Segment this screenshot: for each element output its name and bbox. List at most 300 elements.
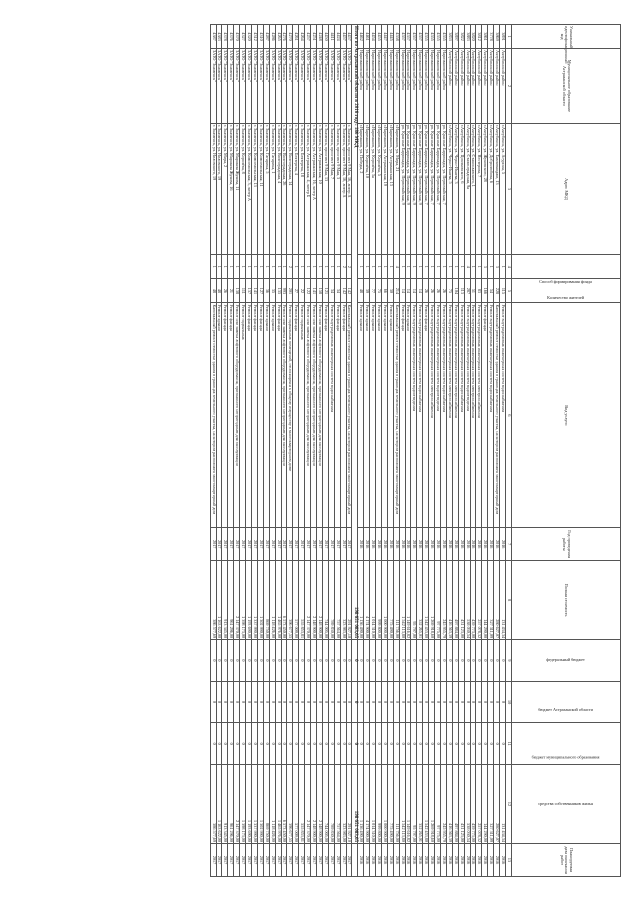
cell-federal: 0: [411, 640, 417, 682]
cell-owners: 538 030,54: [464, 765, 470, 844]
cell-apartments: 21: [228, 279, 234, 303]
cell-full-cost: 4 174 900,00: [364, 561, 370, 640]
cell-apartments: 166: [482, 279, 488, 303]
cell-local: 0: [399, 723, 405, 765]
cell-full-cost: 431 123,00: [458, 561, 464, 640]
table-row: [470, 25, 476, 877]
cell-method: 1: [216, 255, 222, 279]
cell-owners: 1 193 690,00: [246, 765, 252, 844]
table-row: [346, 25, 352, 877]
cell-full-cost: 97 775,00: [435, 561, 441, 640]
cell-planned-year: 2016: [470, 843, 476, 876]
cell-federal: 0: [405, 640, 411, 682]
cell-federal: 0: [482, 640, 488, 682]
cell-work: Ремонт крыши: [358, 303, 364, 528]
cell-apartments: 48: [216, 279, 222, 303]
cell-regional: 0: [364, 681, 370, 723]
cell-code: 4276: [281, 25, 287, 49]
cell-local: 0: [381, 723, 387, 765]
cell-local: 0: [222, 723, 228, 765]
cell-year: 2016: [393, 528, 399, 561]
table-row: [299, 25, 305, 877]
cell-owners: 2 148 900,00: [317, 765, 323, 844]
cell-regional: 0: [334, 681, 340, 723]
cell-local: 0: [494, 723, 500, 765]
cell-full-cost: 1 337 990,00: [252, 561, 258, 640]
cell-apartments: 104: [452, 279, 458, 303]
cell-work: Капитальный ремонт отмостки здания в границах земельного участка, на котором расположен многоквартирный дом: [393, 303, 399, 528]
cell-planned-year: 2017: [299, 843, 305, 876]
cell-regional: 0: [275, 681, 281, 723]
cell-work: Ремонт или замена лифтового оборудования, признанного непригодным для эксплуатации: [281, 303, 287, 528]
table-row: [500, 25, 506, 877]
cell-apartments: 26: [423, 279, 429, 303]
cell-municipality: Наримановский район: [399, 49, 405, 124]
cell-municipality: Наримановский район: [423, 49, 429, 124]
cell-federal: 0: [381, 640, 387, 682]
cell-work: Ремонт внутридомовых инженерных систем водоснабжения: [500, 303, 506, 528]
cell-owners: 97 775,00: [435, 765, 441, 844]
cell-municipality: Наримановский район: [370, 49, 376, 124]
cell-apartments: 34: [328, 279, 334, 303]
cell-method: 1: [476, 255, 482, 279]
cell-municipality: ЗАТО "Знаменск": [263, 49, 269, 124]
cell-full-cost: 1 136 490,00: [358, 561, 364, 640]
cell-code: 4557: [405, 25, 411, 49]
cell-owners: 245 955,79: [441, 765, 447, 844]
cell-code: 4557: [411, 25, 417, 49]
column-number: 11: [506, 723, 512, 765]
header-full-cost: Полная стоимость: [512, 561, 621, 640]
cell-apartments: 115: [500, 279, 506, 303]
cell-method: 1: [299, 255, 305, 279]
cell-year: 2016: [470, 528, 476, 561]
cell-local: 0: [346, 723, 352, 765]
cell-year: 2016: [411, 528, 417, 561]
cell-code: 4270: [287, 25, 293, 49]
cell-method: 1: [446, 255, 452, 279]
cell-planned-year: 2016: [500, 843, 506, 876]
cell-address: г.Нариманов, ул. Королёва, 10: [364, 123, 370, 255]
cell-owners: 1 398 173,00: [240, 765, 246, 844]
cell-owners: 2 147 370,00: [234, 765, 240, 844]
cell-full-cost: 95 797,00: [411, 561, 417, 640]
cell-local: 0: [482, 723, 488, 765]
cell-address: г. Знаменск, ул. Астраханская, 4, литер Б: [305, 123, 311, 255]
cell-year: 2016: [429, 528, 435, 561]
cell-full-cost: 386 577,69: [210, 561, 216, 640]
table-row: [411, 25, 417, 877]
cell-municipality: ЗАТО "Знаменск": [222, 49, 228, 124]
cell-code: 4457: [346, 25, 352, 49]
cell-municipality: Ахтубинский район: [452, 49, 458, 124]
cell-planned-year: 2016: [364, 843, 370, 876]
cell-apartments: 138: [234, 279, 240, 303]
cell-method: 1: [317, 255, 323, 279]
table-row: [340, 25, 346, 877]
cell-planned-year: 2017: [216, 843, 222, 876]
cell-work: Ремонт или замена лифтового оборудования, признанного непригодным для эксплуатации: [311, 303, 317, 528]
cell-work: Ремонт или замена лифтового оборудования, признанного непригодным для эксплуатации: [234, 303, 240, 528]
cell-work: Ремонт фасада: [423, 303, 429, 528]
cell-apartments: 142: [346, 279, 352, 303]
table-row: [370, 25, 376, 877]
cell-federal: 0: [370, 640, 376, 682]
cell-federal: 0: [364, 640, 370, 682]
cell-planned-year: 2017: [263, 843, 269, 876]
table-body-2017: [210, 25, 352, 877]
cell-planned-year: 2016: [411, 843, 417, 876]
cell-federal: 0: [435, 640, 441, 682]
cell-local: 0: [441, 723, 447, 765]
cell-regional: 0: [446, 681, 452, 723]
cell-federal: 0: [246, 640, 252, 682]
cell-municipality: Ахтубинский район: [476, 49, 482, 124]
cell-address: рп. Красные Баррикады, ул. Первомайская, 9: [405, 123, 411, 255]
cell-regional: 0: [429, 681, 435, 723]
cell-code: 4557: [399, 25, 405, 49]
cell-full-cost: 555 853,81: [299, 561, 305, 640]
cell-owners: 1 000 900,00: [381, 765, 387, 844]
cell-code: 4265: [275, 25, 281, 49]
cell-municipality: ЗАТО "Знаменск": [322, 49, 328, 124]
cell-owners: 396 677,55: [287, 765, 293, 844]
cell-local: 0: [257, 723, 263, 765]
cell-regional: 0: [435, 681, 441, 723]
cell-local: 0: [411, 723, 417, 765]
cell-municipality: Ахтубинский район: [482, 49, 488, 124]
cell-municipality: ЗАТО "Знаменск": [210, 49, 216, 124]
cell-address: г. Знаменск, ул. Ниловского, 19: [210, 123, 216, 255]
cell-apartments: 26: [441, 279, 447, 303]
cell-municipality: Ахтубинский район: [494, 49, 500, 124]
cell-apartments: 36: [263, 279, 269, 303]
cell-year: 2017: [263, 528, 269, 561]
cell-regional: 0: [405, 681, 411, 723]
cell-regional: 0: [317, 681, 323, 723]
cell-code: 3820: [470, 25, 476, 49]
cell-federal: 0: [334, 640, 340, 682]
table-row: [293, 25, 299, 877]
cell-year: 2016: [370, 528, 376, 561]
column-number: 4: [506, 255, 512, 279]
table-row: [423, 25, 429, 877]
cell-full-cost: 396 677,55: [287, 561, 293, 640]
cell-owners: 1 465 976,00: [275, 765, 281, 844]
cell-owners: 1 149 616,82: [405, 765, 411, 844]
cell-apartments: 201: [287, 279, 293, 303]
cell-apartments: 142: [340, 279, 346, 303]
cell-code: 4457: [340, 25, 346, 49]
cell-local: 0: [311, 723, 317, 765]
cell-federal: 0: [257, 640, 263, 682]
cell-full-cost: 131 434,34: [500, 561, 506, 640]
header-address: Адрес МКД: [512, 123, 621, 255]
cell-year: 2016: [399, 528, 405, 561]
cell-code: 3778: [488, 25, 494, 49]
cell-owners: 1 542 113,80: [399, 765, 405, 844]
table-row: [364, 25, 370, 877]
cell-method: 1: [281, 255, 287, 279]
cell-full-cost: 757 564,00: [334, 561, 340, 640]
cell-planned-year: 2016: [370, 843, 376, 876]
cell-federal: 0: [216, 640, 222, 682]
cell-address: г.Ахтубинск, ул. Сталинградская, 9а: [464, 123, 470, 255]
cell-municipality: Наримановский район: [381, 49, 387, 124]
cell-apartments: 14: [411, 279, 417, 303]
cell-method: 1: [234, 255, 240, 279]
cell-regional: 0: [423, 681, 429, 723]
cell-owners: 291 927,10: [346, 765, 352, 844]
cell-code: 4445: [387, 25, 393, 49]
table-row: [393, 25, 399, 877]
cell-local: 0: [387, 723, 393, 765]
cell-method: 4: [464, 255, 470, 279]
cell-year: 2017: [317, 528, 323, 561]
cell-federal: 0: [311, 640, 317, 682]
cell-year: 2016: [405, 528, 411, 561]
cell-address: г.Ахтубинск, ул. Добролюбова, 6: [488, 123, 494, 255]
cell-code: 4558: [393, 25, 399, 49]
cell-full-cost: 744 005,00: [322, 561, 328, 640]
table-row: [334, 25, 340, 877]
table-row: [317, 25, 323, 877]
column-number: 5: [506, 279, 512, 303]
table-row: [476, 25, 482, 877]
cell-method: 1: [246, 255, 252, 279]
cell-work: Ремонт крыши: [263, 303, 269, 528]
table-row: [464, 25, 470, 877]
cell-apartments: 48: [358, 279, 364, 303]
cell-owners: 1 269 918,60: [429, 765, 435, 844]
cell-owners: 257 078,32: [476, 765, 482, 844]
cell-address: рп. Красные Баррикады, ул. Первомайская, 7: [435, 123, 441, 255]
cell-year: 2017: [228, 528, 234, 561]
cell-method: 1: [228, 255, 234, 279]
cell-planned-year: 2016: [476, 843, 482, 876]
table-row: [458, 25, 464, 877]
cell-local: 0: [281, 723, 287, 765]
cell-federal: 0: [269, 640, 275, 682]
cell-local: 0: [210, 723, 216, 765]
cell-local: 0: [216, 723, 222, 765]
cell-year: 2016: [364, 528, 370, 561]
table-row: [441, 25, 447, 877]
table-row: [328, 25, 334, 877]
cell-code: 4454: [370, 25, 376, 49]
cell-regional: 0: [346, 681, 352, 723]
cell-federal: 0: [346, 640, 352, 682]
cell-municipality: ЗАТО "Знаменск": [234, 49, 240, 124]
header-apartments: Количество жителей: [512, 279, 621, 303]
cell-year: 2017: [299, 528, 305, 561]
cell-local: 0: [470, 723, 476, 765]
cell-municipality: ЗАТО "Знаменск": [281, 49, 287, 124]
cell-code: 4378: [222, 25, 228, 49]
cell-address: г.Ахтубинск, ул. Черно-Икаева, 3: [452, 123, 458, 255]
cell-method: 1: [257, 255, 263, 279]
cell-planned-year: 2016: [446, 843, 452, 876]
cell-full-cost: 352 265,01: [417, 561, 423, 640]
cell-municipality: ЗАТО "Знаменск": [252, 49, 258, 124]
cell-full-cost: 497 884,00: [452, 561, 458, 640]
cell-address: рп. Красные Баррикады, ул. Первомайская, 9: [417, 123, 423, 255]
cell-full-cost: 2 147 370,00: [305, 561, 311, 640]
cell-planned-year: 2017: [328, 843, 334, 876]
cell-address: г.Нариманов, ул. Астраханская, 13: [387, 123, 393, 255]
cell-full-cost: 439 773,00: [470, 561, 476, 640]
cell-apartments: 14: [399, 279, 405, 303]
cell-planned-year: 2017: [311, 843, 317, 876]
cell-planned-year: 2016: [464, 843, 470, 876]
cell-full-cost: 280 627,07: [494, 561, 500, 640]
cell-year: 2016: [381, 528, 387, 561]
cell-apartments: 34: [334, 279, 340, 303]
cell-apartments: 27: [293, 279, 299, 303]
cell-planned-year: 2016: [358, 843, 364, 876]
cell-year: 2017: [328, 528, 334, 561]
cell-year: 2016: [387, 528, 393, 561]
cell-regional: 0: [269, 681, 275, 723]
table-row: [358, 25, 364, 877]
cell-federal: 0: [358, 640, 364, 682]
cell-local: 0: [500, 723, 506, 765]
cell-planned-year: 2017: [317, 843, 323, 876]
cell-method: 1: [429, 255, 435, 279]
cell-federal: 0: [476, 640, 482, 682]
cell-federal: 0: [393, 640, 399, 682]
cell-method: 2: [340, 255, 346, 279]
cell-full-cost: 2 147 370,00: [234, 561, 240, 640]
cell-code: 4286: [269, 25, 275, 49]
cell-regional: 0: [287, 681, 293, 723]
cell-full-cost: 2 148 900,00: [317, 561, 323, 640]
table-row: [376, 25, 382, 877]
cell-planned-year: 2016: [441, 843, 447, 876]
cell-apartments: 113: [458, 279, 464, 303]
cell-apartments: 51: [470, 279, 476, 303]
cell-apartments: 141: [311, 279, 317, 303]
cell-full-cost: 1 302 990,00: [257, 561, 263, 640]
cell-work: Ремонт крыши: [376, 303, 382, 528]
cell-work: Капитальный ремонт отмостки здания в границах земельного участка, на котором расположен многоквартирный дом: [494, 303, 500, 528]
cell-address: г.Нариманов, ул. Мира, 21: [393, 123, 399, 255]
cell-apartments: 127: [257, 279, 263, 303]
cell-year: 2016: [500, 528, 506, 561]
cell-address: рп. Красные Баррикады, ул. Первомайская, 7: [429, 123, 435, 255]
table-row: [281, 25, 287, 877]
cell-regional: 0: [476, 681, 482, 723]
total-owners: 198 651 083,65: [352, 765, 358, 844]
cell-regional: 0: [452, 681, 458, 723]
cell-work: Ремонт внутридомовых инженерных систем водоотведения: [464, 303, 470, 528]
cell-full-cost: 2 148 900,00: [311, 561, 317, 640]
cell-owners: 789 830,00: [328, 765, 334, 844]
cell-owners: 757 564,00: [334, 765, 340, 844]
cell-work: Ремонт фасада: [275, 303, 281, 528]
cell-regional: 0: [358, 681, 364, 723]
cell-regional: 0: [376, 681, 382, 723]
cell-local: 0: [476, 723, 482, 765]
cell-full-cost: 1 542 453,80: [423, 561, 429, 640]
cell-federal: 0: [234, 640, 240, 682]
cell-year: 2017: [257, 528, 263, 561]
cell-work: Ремонт фасада: [252, 303, 258, 528]
column-number: 7: [506, 528, 512, 561]
cell-code: 3853: [446, 25, 452, 49]
cell-local: 0: [287, 723, 293, 765]
cell-method: 1: [376, 255, 382, 279]
cell-code: 4287: [263, 25, 269, 49]
cell-method: 1: [411, 255, 417, 279]
table-row: [488, 25, 494, 877]
cell-method: 1: [500, 255, 506, 279]
cell-federal: 0: [252, 640, 258, 682]
cell-work: Ремонт внутридомовых инженерных систем водоотведения: [435, 303, 441, 528]
cell-address: г.Ахтубинск, ул. Жуковского, 28: [482, 123, 488, 255]
cell-municipality: ЗАТО "Знаменск": [257, 49, 263, 124]
cell-planned-year: 2016: [482, 843, 488, 876]
cell-local: 0: [458, 723, 464, 765]
cell-year: 2016: [482, 528, 488, 561]
cell-regional: 0: [393, 681, 399, 723]
column-number: 13: [506, 843, 512, 876]
cell-address: г.Ахтубинск, ул. Циолковского, 6: [458, 123, 464, 255]
cell-method: 1: [275, 255, 281, 279]
cell-apartments: 214: [393, 279, 399, 303]
cell-code: 4261: [293, 25, 299, 49]
cell-year: 2017: [293, 528, 299, 561]
cell-federal: 0: [470, 640, 476, 682]
cell-owners: 1 337 990,00: [252, 765, 258, 844]
cell-regional: 0: [464, 681, 470, 723]
cell-local: 0: [488, 723, 494, 765]
cell-planned-year: 2016: [387, 843, 393, 876]
cell-municipality: Ахтубинский район: [458, 49, 464, 124]
cell-full-cost: 1 149 616,82: [405, 561, 411, 640]
cell-local: 0: [240, 723, 246, 765]
cell-code: 4370: [234, 25, 240, 49]
cell-year: 2017: [269, 528, 275, 561]
column-number: 10: [506, 681, 512, 723]
cell-federal: 0: [488, 640, 494, 682]
cell-method: 1: [328, 255, 334, 279]
cell-local: 0: [429, 723, 435, 765]
cell-work: Ремонт крыши: [370, 303, 376, 528]
table-row: [269, 25, 275, 877]
header-year: Год проведения работы: [512, 528, 621, 561]
cell-planned-year: 2017: [346, 843, 352, 876]
cell-work: Ремонт подвальных: [240, 303, 246, 528]
header-planned-year: Планируемая дата окончания работ: [512, 843, 621, 876]
cell-federal: 0: [399, 640, 405, 682]
cell-work: Ремонт подвальных: [299, 303, 305, 528]
cell-apartments: 14: [417, 279, 423, 303]
cell-owners: 95 797,00: [411, 765, 417, 844]
table-row: [305, 25, 311, 877]
cell-method: 1: [470, 255, 476, 279]
cell-address: г. Знаменск, проспект 9 Мая, 7: [328, 123, 334, 255]
cell-federal: 0: [458, 640, 464, 682]
cell-address: г. Знаменск, ул. Маршала Жукова, 11: [234, 123, 240, 255]
cell-work: Ремонт крыши: [216, 303, 222, 528]
cell-municipality: Ахтубинский район: [464, 49, 470, 124]
cell-regional: 0: [328, 681, 334, 723]
table-row: [210, 25, 216, 877]
table-body-2016: [358, 25, 506, 877]
table-row: [240, 25, 246, 877]
table-row: [246, 25, 252, 877]
